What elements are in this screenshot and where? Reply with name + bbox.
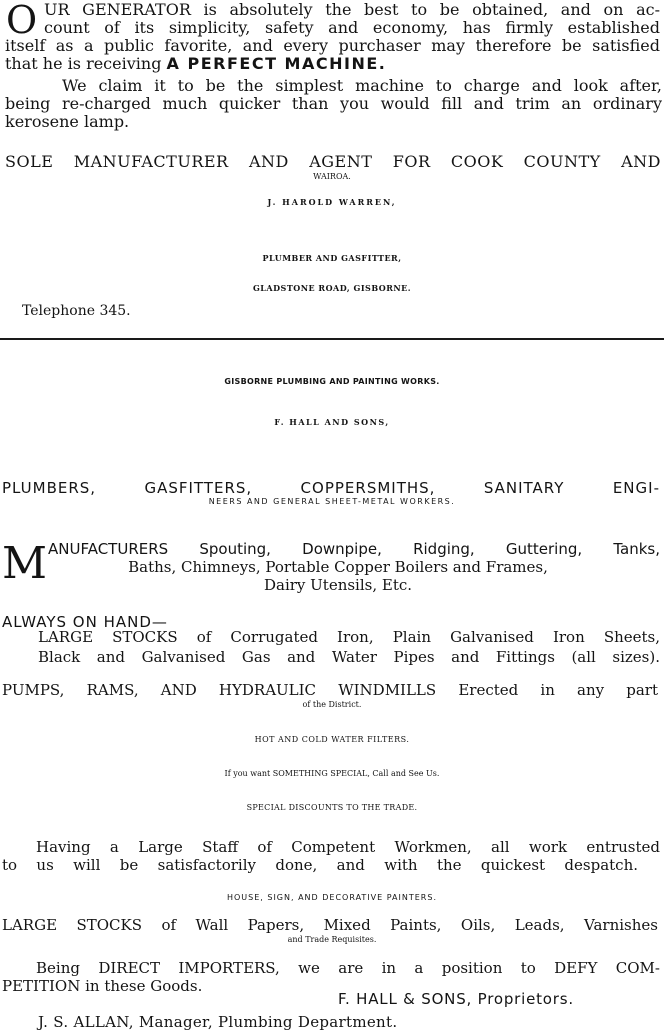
on-hand-line-1: LARGE STOCKS of Corrugated Iron, Plain Galvanised Iron Sheets,: [38, 628, 660, 646]
on-hand-heading: ALWAYS ON HAND—: [2, 613, 168, 631]
warren-address: GLADSTONE ROAD, GISBORNE.: [252, 283, 412, 293]
advertisement-divider: [0, 338, 664, 340]
painters-heading: HOUSE, SIGN, AND DECORATIVE PAINTERS.: [226, 893, 437, 902]
warren-telephone: Telephone 345.: [22, 303, 131, 319]
simplest-line-3: kerosene lamp.: [5, 112, 130, 131]
generator-line-1: UR GENERATOR is absolutely the best to be obtained, and on ac-: [44, 0, 660, 19]
wallpapers-line-1: LARGE STOCKS of Wall Papers, Mixed Paints, Oils, Leads, Varnishes: [2, 916, 658, 934]
water-filters: HOT AND COLD WATER FILTERS.: [254, 735, 410, 744]
works-heading: GISBORNE PLUMBING AND PAINTING WORKS.: [224, 377, 440, 386]
generator-line-4: that he is receiving A PERFECT MACHINE.: [5, 54, 387, 73]
hall-firm-name: F. HALL AND SONS,: [274, 417, 390, 427]
wallpapers-line-2: and Trade Requisites.: [287, 935, 377, 944]
plumbing-manager: J. S. ALLAN, Manager, Plumbing Department.: [38, 1013, 398, 1031]
trades-line-1: PLUMBERS, GASFITTERS, COPPERSMITHS, SANITARY ENGI-: [2, 479, 660, 497]
simplest-line-1: We claim it to be the simplest machine to charge and look after,: [62, 76, 662, 95]
warren-trade: PLUMBER AND GASFITTER,: [262, 253, 402, 263]
staff-line-1: Having a Large Staff of Competent Workmen, all work entrusted: [36, 838, 660, 856]
staff-line-2: to us will be satisfactorily done, and with the quickest despatch.: [2, 856, 638, 874]
manufacturers-line-2: Baths, Chimneys, Portable Copper Boilers and Frames,: [128, 558, 548, 576]
manufacturers-line-1: ANUFACTURERS Spouting, Downpipe, Ridging, Guttering, Tanks,: [48, 540, 660, 558]
agency-line-1: SOLE MANUFACTURER AND AGENT FOR COOK COUNTY AND: [5, 152, 661, 171]
drop-cap-m: M: [2, 538, 48, 589]
trades-line-2: NEERS AND GENERAL SHEET-METAL WORKERS.: [208, 497, 456, 506]
pumps-line-2: of the District.: [302, 700, 362, 709]
special-discounts: SPECIAL DISCOUNTS TO THE TRADE.: [246, 803, 418, 812]
warren-name: J. HAROLD WARREN,: [267, 197, 397, 207]
simplest-line-2: being re-charged much quicker than you would fill and trim an ordinary: [5, 94, 662, 113]
on-hand-line-2: Black and Galvanised Gas and Water Pipes and Fittings (all sizes).: [38, 648, 660, 666]
manufacturers-line-3: Dairy Utensils, Etc.: [263, 576, 413, 594]
agency-line-2: WAIROA.: [313, 172, 351, 181]
perfect-machine-text: A PERFECT MACHINE.: [166, 54, 387, 73]
importers-line-2: PETITION in these Goods.: [2, 977, 203, 995]
hall-proprietors: F. HALL & SONS, Proprietors.: [338, 990, 574, 1008]
pumps-line-1: PUMPS, RAMS, AND HYDRAULIC WINDMILLS Erected in any part: [2, 681, 658, 699]
generator-line-3: itself as a public favorite, and every purchaser may therefore be satisfied: [5, 36, 660, 55]
generator-line-2: count of its simplicity, safety and economy, has firmly established: [44, 18, 660, 37]
drop-cap-o: O: [6, 0, 38, 42]
importers-line-1: Being DIRECT IMPORTERS, we are in a position to DEFY COM-: [36, 959, 660, 977]
something-special: If you want SOMETHING SPECIAL, Call and See Us.: [224, 769, 440, 778]
